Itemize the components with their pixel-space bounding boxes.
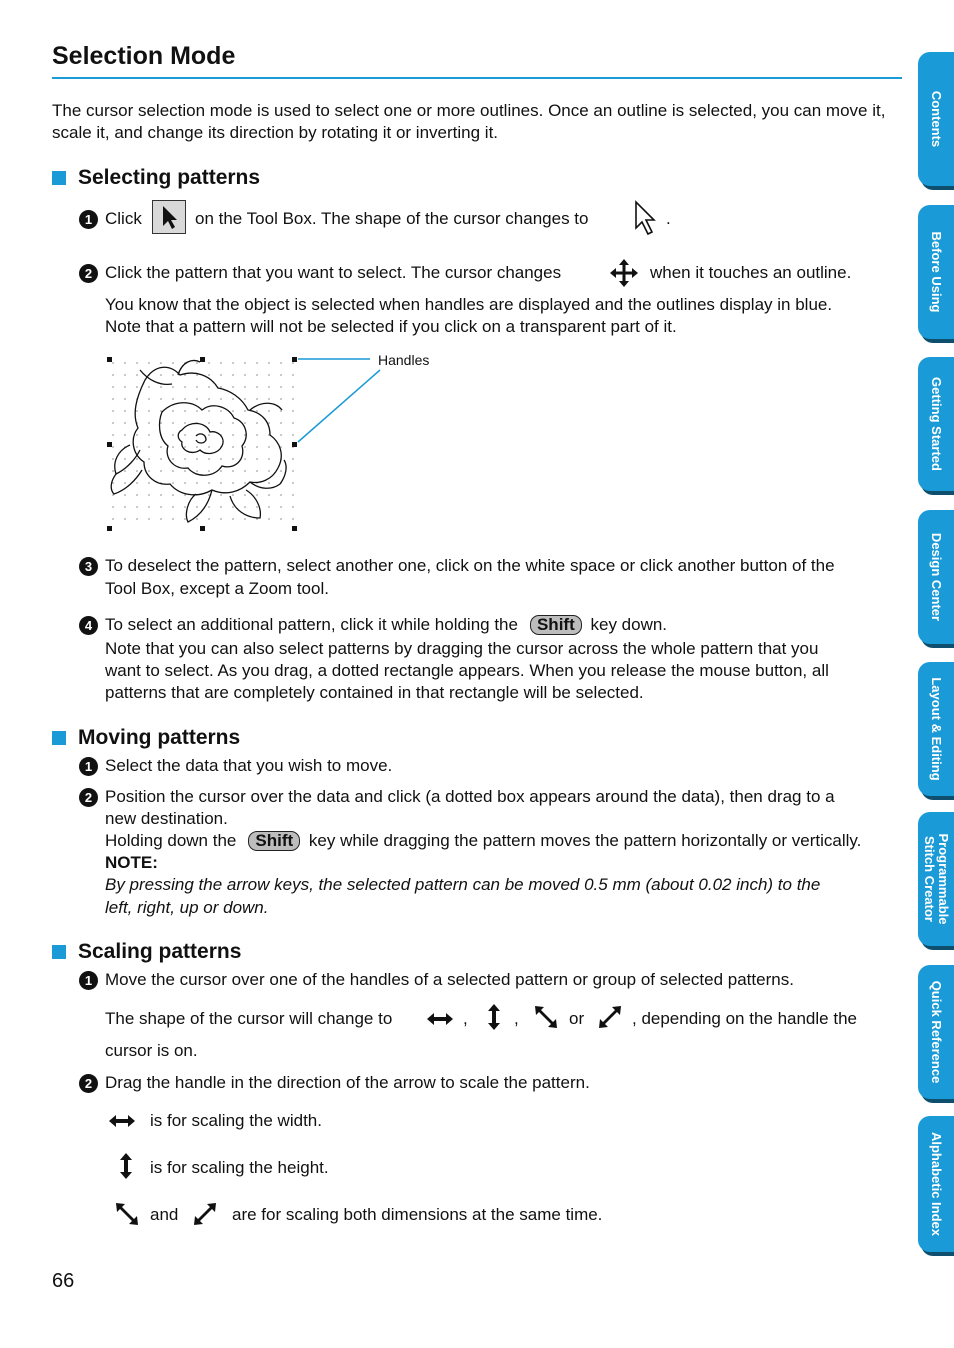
tab-label: Getting Started <box>929 377 944 471</box>
select-step4 <box>105 614 905 636</box>
step-number: 1 <box>79 210 98 229</box>
section-heading-text: Scaling patterns <box>78 940 242 963</box>
step-text: key while dragging the pattern moves the pattern horizontally or vertically. <box>308 831 862 850</box>
scale-both-text: are for scaling both dimensions at the same time. <box>232 1205 603 1224</box>
step-number: 3 <box>79 557 98 576</box>
move-cursor-icon <box>608 257 640 294</box>
select-step4-note1: Note that you can also select patterns by dragging the cursor across the whole pattern that you <box>105 639 819 658</box>
step-number: 1 <box>79 757 98 776</box>
scale-shape-text: The shape of the cursor will change to <box>105 1009 393 1028</box>
rose-pattern-illustration <box>100 350 440 545</box>
step-number: 1 <box>79 971 98 990</box>
page-title: Selection Mode <box>52 42 236 70</box>
section-heading-text: Selecting patterns <box>78 166 261 189</box>
step-number: 2 <box>79 788 98 807</box>
select-step4-note3: patterns that are completely contained in that rectangle will be selected. <box>105 683 644 702</box>
section-bullet <box>52 945 66 959</box>
tab-layout-editing[interactable] <box>918 662 954 796</box>
scale-height-text: is for scaling the height. <box>150 1158 329 1177</box>
select-note2: Note that a pattern will not be selected if you click on a transparent part of it. <box>105 317 677 336</box>
move-hold <box>105 830 905 852</box>
scale-shape-end: cursor is on. <box>105 1041 198 1060</box>
step-text: on the Tool Box. The shape of the cursor changes to <box>195 209 589 228</box>
tab-label: Design Center <box>929 532 944 622</box>
section-bullet <box>52 731 66 745</box>
move-step2-cont: new destination. <box>105 809 228 828</box>
or-text: or <box>569 1009 585 1028</box>
step-text: Click <box>105 209 142 228</box>
resize-vertical-icon <box>485 1002 503 1037</box>
resize-horizontal-icon <box>107 1112 137 1135</box>
select-step4-note2: want to select. As you drag, a dotted rectangle appears. When you release the mouse button, all <box>105 661 829 680</box>
shift-key: Shift <box>530 615 582 635</box>
tab-alphabetic-index[interactable] <box>918 1116 954 1252</box>
note-text-1: By pressing the arrow keys, the selected pattern can be moved 0.5 mm (about 0.02 inch) to the <box>105 875 821 894</box>
select-step3: To deselect the pattern, select another one, click on the white space or click another button of the <box>105 556 835 575</box>
resize-diagonal-nwse-icon <box>114 1201 140 1232</box>
resize-diagonal-nesw-icon <box>192 1201 218 1232</box>
select-step2-cont: when it touches an outline. <box>650 263 852 282</box>
tab-before-using[interactable] <box>918 205 954 339</box>
tab-label: Quick Reference <box>929 980 944 1084</box>
select-tool-button-icon <box>152 200 186 234</box>
section-bullet <box>52 171 66 185</box>
select-step2: Click the pattern that you want to select. The cursor changes <box>105 263 562 282</box>
note-label: NOTE: <box>105 853 158 872</box>
scale-step1: Move the cursor over one of the handles of a selected pattern or group of selected patterns. <box>105 970 794 989</box>
tab-label: Before Using <box>929 231 944 313</box>
select-step1-end: . <box>666 209 671 228</box>
move-step1: Select the data that you wish to move. <box>105 756 393 775</box>
tab-contents[interactable] <box>918 52 954 186</box>
tab-label: Programmable Stitch Creator <box>922 833 951 925</box>
step-number: 4 <box>79 616 98 635</box>
tab-programmable-stitch-creator[interactable] <box>918 812 954 946</box>
note-text-2: left, right, up or down. <box>105 898 269 917</box>
move-step2: Position the cursor over the data and click (a dotted box appears around the data), then drag to a <box>105 787 835 806</box>
tab-design-center[interactable] <box>918 510 954 644</box>
tab-label: Layout & Editing <box>929 677 944 781</box>
and-text: and <box>150 1205 179 1224</box>
resize-diagonal-nesw-icon <box>597 1004 623 1035</box>
section-heading-selecting <box>52 166 260 190</box>
comma: , <box>514 1009 519 1028</box>
section-heading-scaling <box>52 940 241 964</box>
select-note1: You know that the object is selected when handles are displayed and the outlines display in blue. <box>105 295 833 314</box>
resize-horizontal-icon <box>425 1010 455 1033</box>
step-text: To select an additional pattern, click it while holding the <box>105 615 518 634</box>
arrow-cursor-icon <box>632 198 660 243</box>
scale-step2: Drag the handle in the direction of the arrow to scale the pattern. <box>105 1073 590 1092</box>
tab-quick-reference[interactable] <box>918 965 954 1099</box>
resize-vertical-icon <box>117 1151 135 1186</box>
intro-text: The cursor selection mode is used to select one or more outlines. Once an outline is selected, you can move it, scale it, and change its direction by rotating it or inverting it. <box>52 101 886 142</box>
tab-getting-started[interactable] <box>918 357 954 491</box>
title-rule <box>52 77 902 79</box>
tab-label: Alphabetic Index <box>929 1131 944 1237</box>
select-step3-cont: Tool Box, except a Zoom tool. <box>105 579 329 598</box>
step-number: 2 <box>79 264 98 283</box>
step-text: Holding down the <box>105 831 237 850</box>
resize-diagonal-nwse-icon <box>533 1004 559 1035</box>
section-heading-moving <box>52 726 240 750</box>
handles-label: Handles <box>378 352 430 368</box>
scale-shape-cont: , depending on the handle the <box>632 1009 857 1028</box>
comma: , <box>463 1009 468 1028</box>
page-number: 66 <box>52 1270 75 1292</box>
section-heading-text: Moving patterns <box>78 726 241 749</box>
scale-width-text: is for scaling the width. <box>150 1111 322 1130</box>
shift-key: Shift <box>248 831 300 851</box>
step-text: key down. <box>590 615 668 634</box>
tab-label: Contents <box>929 90 944 148</box>
step-number: 2 <box>79 1074 98 1093</box>
